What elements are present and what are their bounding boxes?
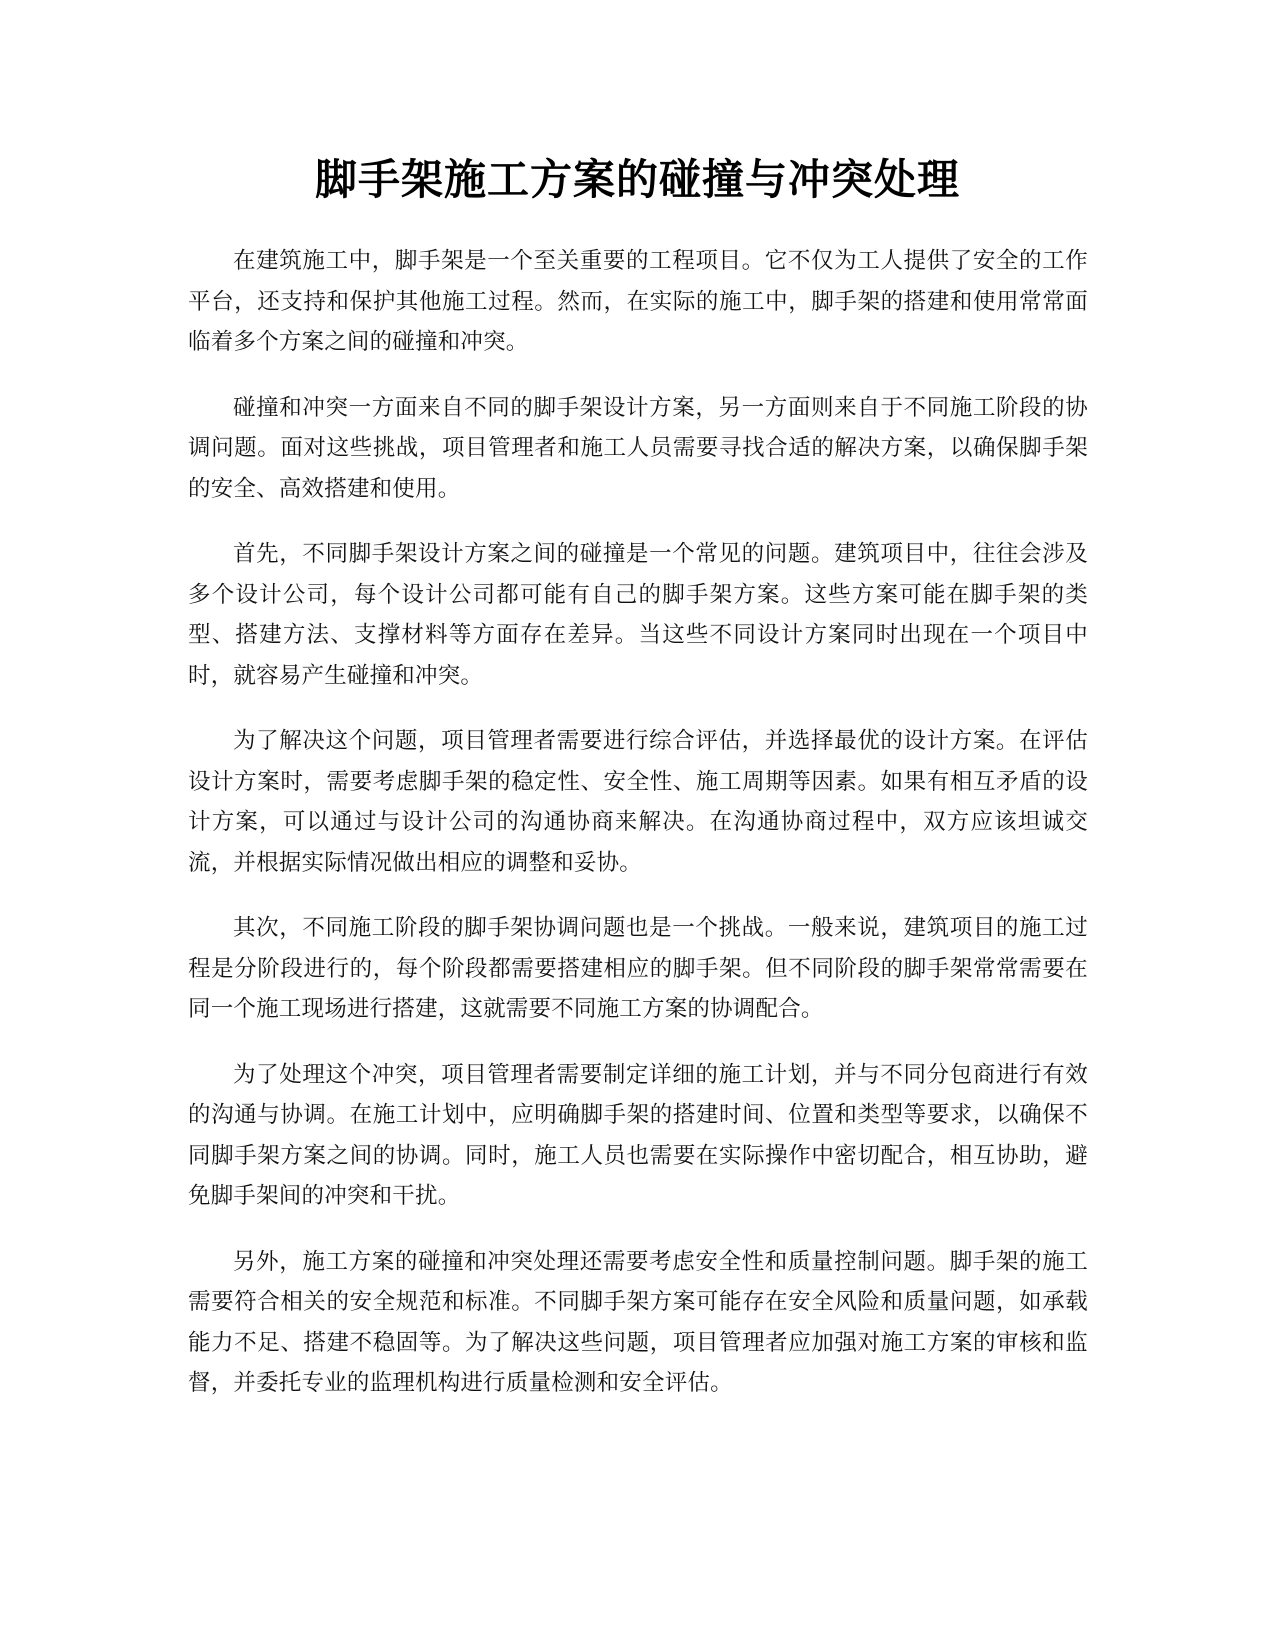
paragraph-4: 为了解决这个问题，项目管理者需要进行综合评估，并选择最优的设计方案。在评估设计方案时，需要考虑脚手架的稳定性、安全性、施工周期等因素。如果有相互矛盾的设计方案，可以通过与设计公司的沟通协商来解决。在沟通协商过程中，双方应该坦诚交流，并根据实际情况做出相应的调整和妥协。 [188, 728, 1088, 876]
paragraph-5: 其次，不同施工阶段的脚手架协调问题也是一个挑战。一般来说，建筑项目的施工过程是分阶段进行的，每个阶段都需要搭建相应的脚手架。但不同阶段的脚手架常常需要在同一个施工现场进行搭建，这就需要不同施工方案的协调配合。 [188, 915, 1088, 1022]
paragraph-3: 首先，不同脚手架设计方案之间的碰撞是一个常见的问题。建筑项目中，往往会涉及多个设计公司，每个设计公司都可能有自己的脚手架方案。这些方案可能在脚手架的类型、搭建方法、支撑材料等方面存在差异。当这些不同设计方案同时出现在一个项目中时，就容易产生碰撞和冲突。 [188, 541, 1088, 689]
paragraph-6: 为了处理这个冲突，项目管理者需要制定详细的施工计划，并与不同分包商进行有效的沟通与协调。在施工计划中，应明确脚手架的搭建时间、位置和类型等要求，以确保不同脚手架方案之间的协调。同时，施工人员也需要在实际操作中密切配合，相互协助，避免脚手架间的冲突和干扰。 [188, 1061, 1088, 1209]
document-body [188, 241, 1088, 1429]
paragraph-2: 碰撞和冲突一方面来自不同的脚手架设计方案，另一方面则来自于不同施工阶段的协调问题。面对这些挑战，项目管理者和施工人员需要寻找合适的解决方案，以确保脚手架的安全、高效搭建和使用。 [188, 394, 1088, 502]
paragraph-7: 另外，施工方案的碰撞和冲突处理还需要考虑安全性和质量控制问题。脚手架的施工需要符合相关的安全规范和标准。不同脚手架方案可能存在安全风险和质量问题，如承载能力不足、搭建不稳固等。为了解决这些问题，项目管理者应加强对施工方案的审核和监督，并委托专业的监理机构进行质量检测和安全评估。 [188, 1248, 1088, 1396]
paragraph-1: 在建筑施工中，脚手架是一个至关重要的工程项目。它不仅为工人提供了安全的工作平台，还支持和保护其他施工过程。然而，在实际的施工中，脚手架的搭建和使用常常面临着多个方案之间的碰撞和冲突。 [188, 248, 1088, 355]
document-title: 脚手架施工方案的碰撞与冲突处理 [314, 155, 960, 204]
